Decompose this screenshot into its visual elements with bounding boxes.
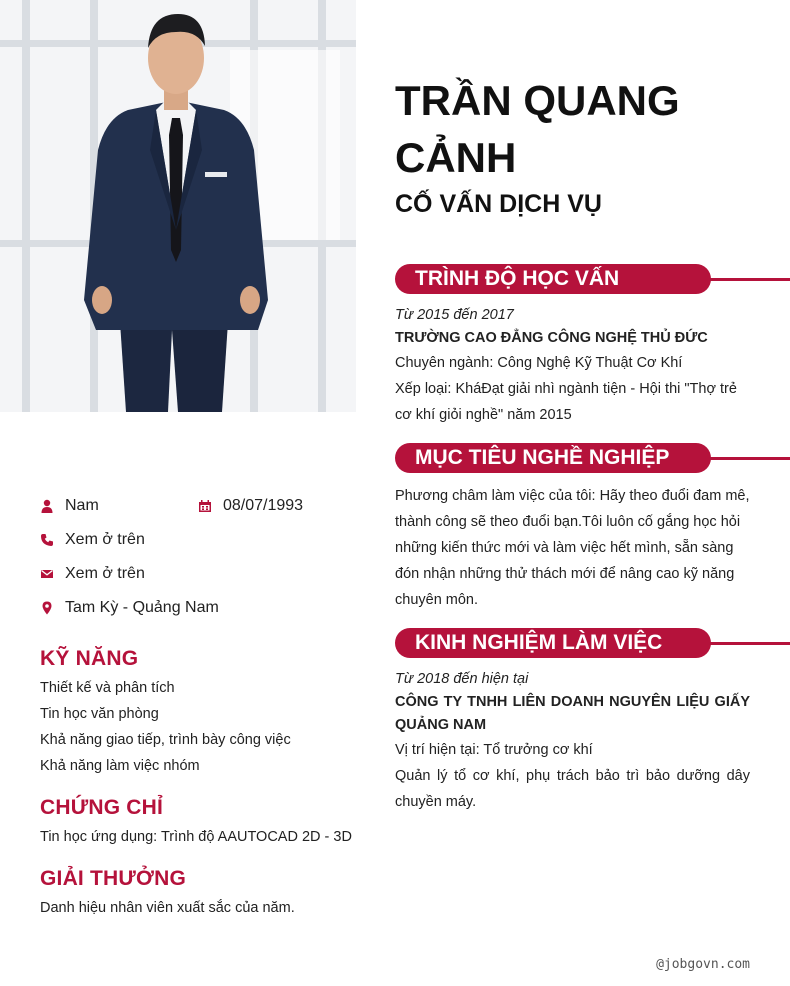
certificates-list — [40, 824, 360, 850]
objective-header — [395, 443, 790, 473]
skill-item: Khả năng làm việc nhóm — [40, 758, 200, 774]
objective-entry — [395, 483, 750, 613]
user-icon — [40, 499, 54, 513]
contact-birthday — [198, 495, 303, 517]
birthday-value: 08/07/1993 — [223, 497, 304, 514]
gender-value: Nam — [65, 497, 99, 514]
skills-list — [40, 675, 360, 779]
watermark: @jobgovn.com — [656, 957, 750, 972]
contact-phone — [40, 529, 145, 551]
objective-heading: MỤC TIÊU NGHỀ NGHIỆP — [395, 443, 711, 473]
email-value: Xem ở trên — [65, 565, 145, 582]
location-pin-icon — [40, 601, 54, 615]
calendar-icon — [198, 499, 212, 513]
profile-photo — [0, 0, 356, 412]
candidate-name: TRẦN QUANG CẢNH — [395, 77, 680, 181]
experience-header — [395, 628, 790, 658]
experience-period: Từ 2018 đến hiện tại — [395, 671, 529, 687]
education-period: Từ 2015 đến 2017 — [395, 307, 514, 323]
awards-heading: GIẢI THƯỞNG — [40, 867, 187, 890]
experience-company: CÔNG TY TNHH LIÊN DOANH NGUYÊN LIỆU GIẤY QUẢNG NAM — [395, 694, 750, 733]
education-rank: Xếp loại: KháĐạt giải nhì ngành tiện - Hội thi "Thợ trẻ cơ khí giỏi nghề" năm 2015 — [395, 381, 737, 423]
certificate-item: Tin học ứng dụng: Trình độ AAUTOCAD 2D - 3D — [40, 829, 352, 845]
experience-heading: KINH NGHIỆM LÀM VIỆC — [395, 628, 711, 658]
phone-icon — [40, 533, 54, 547]
skill-item: Tin học văn phòng — [40, 706, 159, 722]
job-title: CỐ VẤN DỊCH VỤ — [395, 190, 602, 218]
contact-address — [40, 597, 219, 619]
contact-gender — [40, 495, 99, 517]
experience-entry — [395, 667, 750, 815]
skills-heading: KỸ NĂNG — [40, 647, 139, 670]
certificates-heading: CHỨNG CHỈ — [40, 796, 164, 819]
mail-icon — [40, 567, 54, 581]
education-header — [395, 264, 790, 294]
objective-text: Phương châm làm việc của tôi: Hãy theo đuổi đam mê, thành công sẽ theo đuổi bạn.Tôi luôn cố gắng học hỏi những kiến thức mới và làm việc hết mình, sẵn sàng đón nhận những thử thách mới để nâng cao kỹ năng chuyên môn. — [395, 488, 750, 608]
award-item: Danh hiệu nhân viên xuất sắc của năm. — [40, 900, 295, 916]
skill-item: Khả năng giao tiếp, trình bày công việc — [40, 732, 291, 748]
education-major: Chuyên ngành: Công Nghệ Kỹ Thuật Cơ Khí — [395, 355, 683, 371]
contact-email — [40, 563, 145, 585]
education-entry — [395, 303, 750, 428]
awards-list — [40, 895, 360, 921]
phone-value: Xem ở trên — [65, 531, 145, 548]
education-school: TRƯỜNG CAO ĐẲNG CÔNG NGHỆ THỦ ĐỨC — [395, 330, 708, 346]
experience-position: Vị trí hiện tại: Tổ trưởng cơ khí — [395, 742, 593, 758]
education-heading: TRÌNH ĐỘ HỌC VẤN — [395, 264, 711, 294]
skill-item: Thiết kế và phân tích — [40, 680, 175, 696]
experience-description: Quản lý tổ cơ khí, phụ trách bảo trì bảo dưỡng dây chuyền máy. — [395, 768, 750, 810]
address-value: Tam Kỳ - Quảng Nam — [65, 599, 219, 616]
